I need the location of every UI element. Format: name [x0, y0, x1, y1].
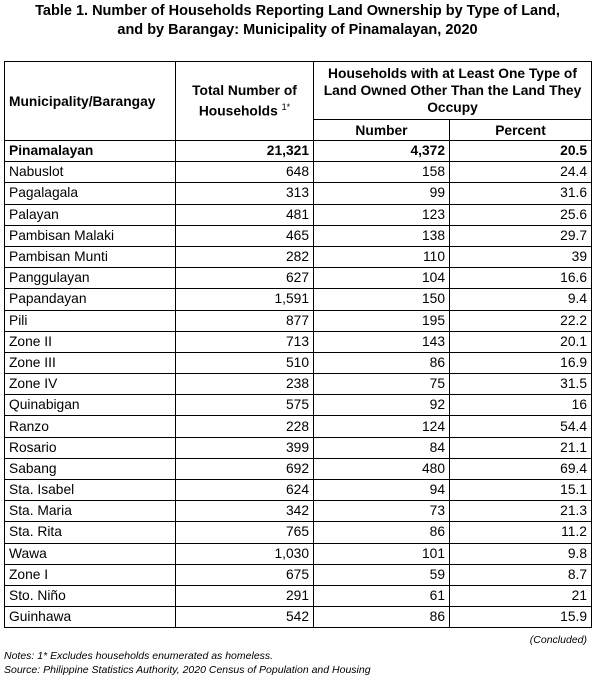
percent-cell: 11.2: [450, 522, 592, 543]
percent-cell: 16: [450, 395, 592, 416]
table-title: [0, 0, 595, 42]
footnotes: [4, 649, 371, 677]
total-percent: 20.5: [450, 141, 592, 162]
table-body: [5, 141, 592, 628]
percent-cell: 21.3: [450, 501, 592, 522]
total-households-cell: 228: [176, 416, 314, 437]
barangay-name: Quinabigan: [5, 395, 176, 416]
total-households-cell: 627: [176, 268, 314, 289]
number-cell: 104: [314, 268, 450, 289]
table-row: [5, 289, 592, 310]
total-households-cell: 675: [176, 564, 314, 585]
concluded-note: (Concluded): [529, 634, 587, 646]
number-cell: 101: [314, 543, 450, 564]
table-row: [5, 204, 592, 225]
number-cell: 150: [314, 289, 450, 310]
barangay-name: Zone I: [5, 564, 176, 585]
table-row: [5, 268, 592, 289]
percent-cell: 22.2: [450, 310, 592, 331]
percent-cell: 15.9: [450, 607, 592, 628]
table-row: [5, 437, 592, 458]
table-row: [5, 225, 592, 246]
percent-cell: 9.4: [450, 289, 592, 310]
number-cell: 84: [314, 437, 450, 458]
table-row: [5, 183, 592, 204]
barangay-name: Zone II: [5, 331, 176, 352]
percent-cell: 31.6: [450, 183, 592, 204]
total-households-cell: 282: [176, 246, 314, 267]
percent-cell: 69.4: [450, 458, 592, 479]
table-row: [5, 458, 592, 479]
percent-cell: 54.4: [450, 416, 592, 437]
header-percent: Percent: [450, 120, 592, 141]
total-households-cell: 399: [176, 437, 314, 458]
header-superscript: 1*: [281, 102, 291, 113]
total-households-cell: 648: [176, 162, 314, 183]
number-cell: 86: [314, 352, 450, 373]
notes-line: Notes: 1* Excludes households enumerated as homeless.: [4, 650, 274, 662]
percent-cell: 16.9: [450, 352, 592, 373]
percent-cell: 29.7: [450, 225, 592, 246]
table-row: [5, 162, 592, 183]
table-row: [5, 310, 592, 331]
number-cell: 143: [314, 331, 450, 352]
percent-cell: 15.1: [450, 480, 592, 501]
table-row: [5, 395, 592, 416]
percent-cell: 20.1: [450, 331, 592, 352]
barangay-name: Sta. Isabel: [5, 480, 176, 501]
percent-cell: 25.6: [450, 204, 592, 225]
barangay-name: Pili: [5, 310, 176, 331]
header-households-land-owned: Households with at Least One Type of Land Owned Other Than the Land They Occupy: [314, 62, 592, 120]
table-row: [5, 501, 592, 522]
title-line-2: and by Barangay: Municipality of Pinamalayan, 2020: [117, 22, 478, 38]
number-cell: 480: [314, 458, 450, 479]
total-households-cell: 713: [176, 331, 314, 352]
total-households-cell: 575: [176, 395, 314, 416]
percent-cell: 9.8: [450, 543, 592, 564]
number-cell: 99: [314, 183, 450, 204]
table-row: [5, 480, 592, 501]
percent-cell: 21.1: [450, 437, 592, 458]
table-row: [5, 543, 592, 564]
number-cell: 158: [314, 162, 450, 183]
number-cell: 110: [314, 246, 450, 267]
barangay-name: Pambisan Malaki: [5, 225, 176, 246]
total-households-cell: 877: [176, 310, 314, 331]
table-row: [5, 246, 592, 267]
total-number: 4,372: [314, 141, 450, 162]
percent-cell: 24.4: [450, 162, 592, 183]
percent-cell: 21: [450, 585, 592, 606]
barangay-name: Wawa: [5, 543, 176, 564]
total-households-cell: 1,591: [176, 289, 314, 310]
percent-cell: 8.7: [450, 564, 592, 585]
barangay-name: Nabuslot: [5, 162, 176, 183]
number-cell: 123: [314, 204, 450, 225]
barangay-name: Palayan: [5, 204, 176, 225]
barangay-name: Zone IV: [5, 374, 176, 395]
total-households: 21,321: [176, 141, 314, 162]
table-row: [5, 331, 592, 352]
barangay-name: Sta. Rita: [5, 522, 176, 543]
percent-cell: 39: [450, 246, 592, 267]
percent-cell: 16.6: [450, 268, 592, 289]
total-households-cell: 692: [176, 458, 314, 479]
table-row: [5, 585, 592, 606]
number-cell: 73: [314, 501, 450, 522]
total-households-cell: 238: [176, 374, 314, 395]
table-row: [5, 352, 592, 373]
total-households-cell: 765: [176, 522, 314, 543]
barangay-name: Guinhawa: [5, 607, 176, 628]
table-row: [5, 564, 592, 585]
barangay-name: Sta. Maria: [5, 501, 176, 522]
table-row: [5, 416, 592, 437]
barangay-name: Rosario: [5, 437, 176, 458]
total-households-cell: 342: [176, 501, 314, 522]
number-cell: 92: [314, 395, 450, 416]
title-line-1: Table 1. Number of Households Reporting Land Ownership by Type of Land,: [35, 3, 560, 19]
barangay-name: Papandayan: [5, 289, 176, 310]
households-table: [4, 61, 592, 628]
total-households-cell: 542: [176, 607, 314, 628]
barangay-name: Sto. Niño: [5, 585, 176, 606]
table-row: [5, 374, 592, 395]
number-cell: 195: [314, 310, 450, 331]
total-households-cell: 1,030: [176, 543, 314, 564]
source-line: Source: Philippine Statistics Authority, 2020 Census of Population and Housing: [4, 664, 371, 676]
barangay-name: Pagalagala: [5, 183, 176, 204]
number-cell: 124: [314, 416, 450, 437]
barangay-name: Zone III: [5, 352, 176, 373]
number-cell: 86: [314, 522, 450, 543]
header-total-households-label: Total Number of Households: [192, 83, 297, 119]
total-households-cell: 510: [176, 352, 314, 373]
barangay-name: Sabang: [5, 458, 176, 479]
number-cell: 59: [314, 564, 450, 585]
barangay-name: Panggulayan: [5, 268, 176, 289]
total-households-cell: 313: [176, 183, 314, 204]
number-cell: 61: [314, 585, 450, 606]
table-row: [5, 607, 592, 628]
number-cell: 138: [314, 225, 450, 246]
header-number: Number: [314, 120, 450, 141]
number-cell: 94: [314, 480, 450, 501]
total-households-cell: 291: [176, 585, 314, 606]
total-households-cell: 481: [176, 204, 314, 225]
number-cell: 75: [314, 374, 450, 395]
total-row: [5, 141, 592, 162]
header-municipality-barangay: Municipality/Barangay: [5, 62, 176, 141]
total-name: Pinamalayan: [5, 141, 176, 162]
barangay-name: Pambisan Munti: [5, 246, 176, 267]
number-cell: 86: [314, 607, 450, 628]
header-total-households: [176, 62, 314, 141]
total-households-cell: 624: [176, 480, 314, 501]
percent-cell: 31.5: [450, 374, 592, 395]
table-row: [5, 522, 592, 543]
total-households-cell: 465: [176, 225, 314, 246]
barangay-name: Ranzo: [5, 416, 176, 437]
